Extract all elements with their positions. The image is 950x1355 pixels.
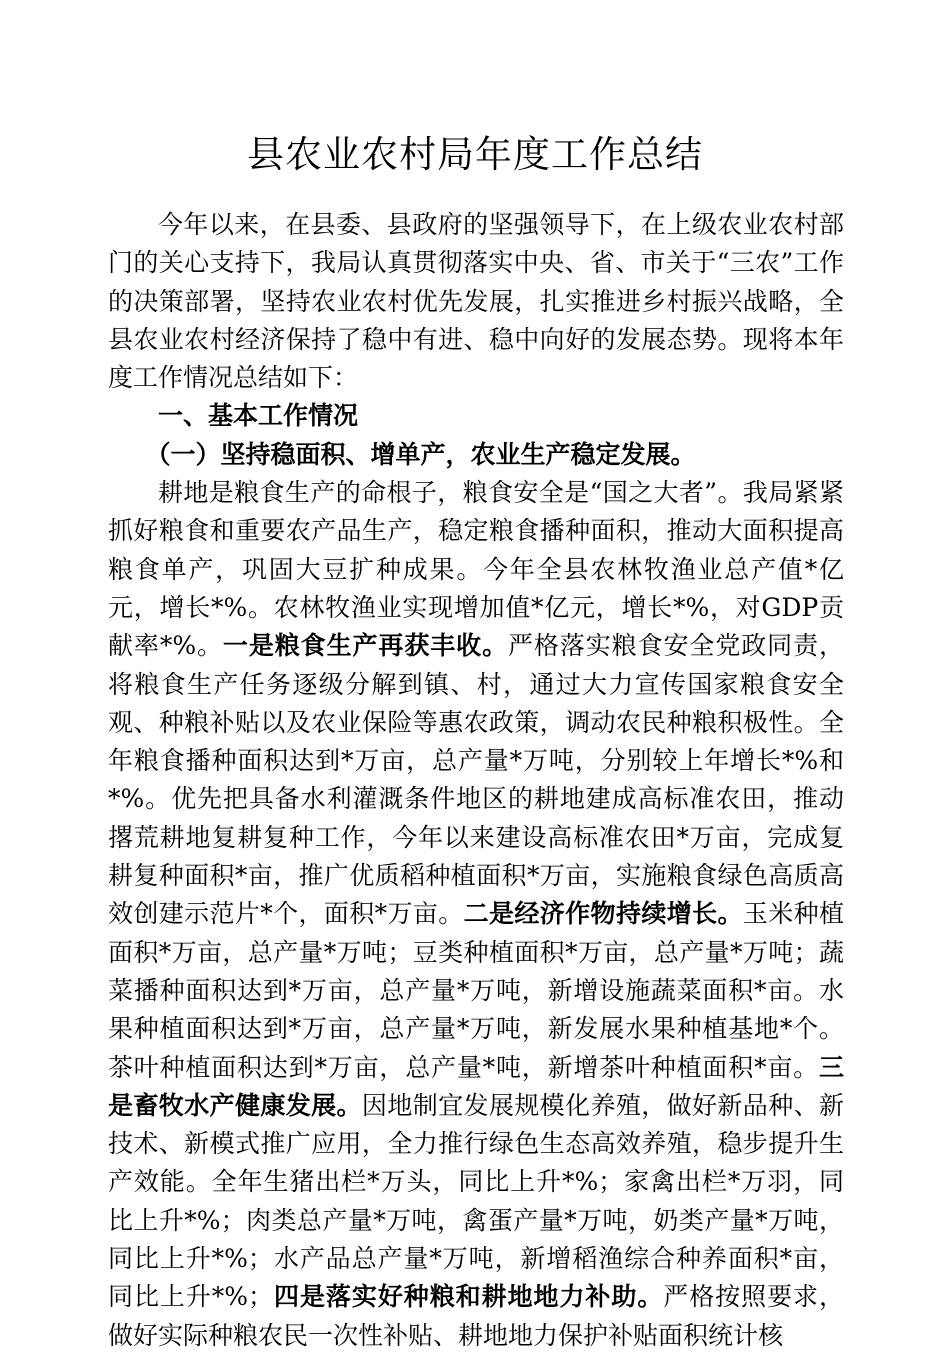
paragraph-text: 玉米种植面积*万亩，总产量*万吨；豆类种植面积*万亩，总产量*万吨；蔬菜播种面积达到*万亩，总产量*万吨，新增设施蔬菜面积*亩。水果种植面积达到*万亩，总产量*万吨，新发展水果种植基地*个。茶叶种植面积达到*万亩，总产量*吨，新增茶叶种植面积*亩。 [108,899,844,1082]
section-heading: 一、基本工作情况 [158,401,359,431]
paragraph-text: 耕地是粮食生产的命根子，粮食安全是“国之大者”。我局紧紧抓好粮食和重要农产品生产，稳定粮食播种面积，推动大面积提高粮食单产，巩固大豆扩种成果。今年全县农林牧渔业总产值*亿元，增长*%。农林牧渔业实现增加值*亿元，增长*%，对GDP贡献率*%。 [108,478,844,661]
document-body [108,206,844,1355]
bold-point-heading: 四是落实好种粮和耕地地力补助。 [273,1282,664,1312]
bold-point-heading: 一是粮食生产再获丰收。 [222,631,508,661]
intro-paragraph: 今年以来，在县委、县政府的坚强领导下，在上级农业农村部门的关心支持下，我局认真贯彻落实中央、省、市关于“三农”工作的决策部署，坚持农业农村优先发展，扎实推进乡村振兴战略，全县农业农村经济保持了稳中有进、稳中向好的发展态势。现将本年度工作情况总结如下： [108,210,844,393]
paragraph-text: 严格落实粮食安全党政同责，将粮食生产任务逐级分解到镇、村，通过大力宣传国家粮食安全观、种粮补贴以及农业保险等惠农政策，调动农民种粮积极性。全年粮食播种面积达到*万亩，总产量*万吨，分别较上年增长*%和*%。优先把具备水利灌溉条件地区的耕地建成高标准农田，推动撂荒耕地复耕复种工作，今年以来建设高标准农田*万亩，完成复耕复种面积*亩，推广优质稻种植面积*万亩，实施粮食绿色高质高效创建示范片*个，面积*万亩。 [108,631,844,929]
bold-point-heading: 三是畜牧水产健康发展。 [108,1052,844,1120]
paragraph-text: 严格按照要求，做好实际种粮农民一次性补贴、耕地地力保护补贴面积统计核 [108,1282,844,1350]
document-title: 县农业农村局年度工作总结 [247,133,703,176]
body-paragraph [108,474,844,1355]
bold-point-heading: 二是经济作物持续增长。 [463,899,743,929]
subsection-heading: （一）坚持稳面积、增单产，农业生产稳定发展。 [145,439,696,469]
paragraph-text: 因地制宜发展规模化养殖，做好新品种、新技术、新模式推广应用，全力推行绿色生态高效养殖，稳步提升生产效能。全年生猪出栏*万头，同比上升*%；家禽出栏*万羽，同比上升*%；肉类总产量*万吨，禽蛋产量*万吨，奶类产量*万吨，同比上升*%；水产品总产量*万吨，新增稻渔综合种养面积*亩，同比上升*%； [108,1090,844,1312]
